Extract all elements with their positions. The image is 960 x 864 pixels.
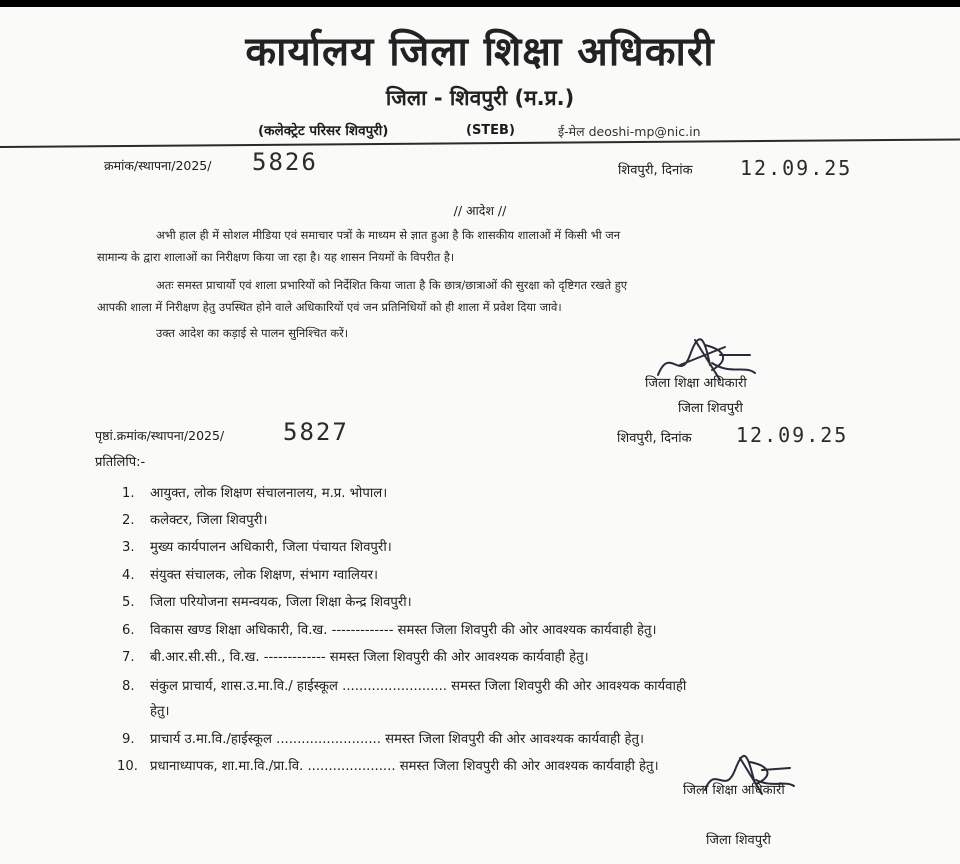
office-title: कार्यालय जिला शिक्षा अधिकारी [245, 29, 715, 75]
recipient-text: विकास खण्ड शिक्षा अधिकारी, वि.ख. ------------- समस्त जिला शिवपुरी की ओर आवश्यक कार्यवाही हेतु। [150, 623, 657, 638]
signatory-district: जिला शिवपुरी [706, 833, 771, 848]
recipient-item [122, 537, 392, 555]
recipient-text: संयुक्त संचालक, लोक शिक्षण, संभाग ग्वालियर। [150, 568, 378, 583]
recipient-text: जिला परियोजना समन्वयक, जिला शिक्षा केन्द्र शिवपुरी। [150, 595, 412, 610]
order-paragraph-line: उक्त आदेश का कड़ाई से पालन सुनिश्चित करें। [156, 326, 349, 340]
recipient-text: मुख्य कार्यपालन अधिकारी, जिला पंचायत शिवपुरी। [150, 540, 392, 555]
recipient-item-continuation [150, 701, 170, 719]
recipient-number: 3. [122, 540, 135, 555]
recipient-text: कलेक्टर, जिला शिवपुरी। [150, 513, 268, 528]
recipient-item [122, 592, 412, 610]
recipient-number: 10. [117, 759, 138, 774]
order-paragraph-line: आपकी शाला में निरीक्षण हेतु उपस्थित होने वाले अधिकारियों एवं जन प्रतिनिधियों को ही शाला में प्रवेश दिया जावे। [97, 300, 562, 314]
endorsement-number-label: पृष्ठां.क्रमांक/स्थापना/2025/ [95, 428, 225, 443]
order-paragraph-line: अभी हाल ही में सोशल मीडिया एवं समाचार पत्रों के माध्यम से ज्ञात हुआ है कि शासकीय शालाओं में किसी भी जन [156, 228, 621, 242]
recipient-number: 1. [122, 486, 135, 501]
recipient-number: 5. [122, 595, 135, 610]
recipient-item [117, 756, 659, 774]
recipient-item [122, 647, 589, 665]
recipient-text: प्राचार्य उ.मा.वि./हाईस्कूल ......................... समस्त जिला शिवपुरी की ओर आवश्यक कार्यवाही हेतु। [150, 732, 644, 747]
order-place-date-label: शिवपुरी, दिनांक [618, 163, 693, 178]
recipient-number: 6. [122, 623, 135, 638]
office-address: (कलेक्ट्रेट परिसर शिवपुरी) [258, 123, 389, 139]
order-heading: // आदेश // [453, 203, 507, 218]
order-date-handwritten: 12.09.25 [740, 156, 853, 180]
steb-code: (STEB) [466, 123, 515, 138]
recipient-number: 7. [122, 650, 135, 665]
order-paragraph-line: सामान्य के द्वारा शालाओं का निरीक्षण किया जा रहा है। यह शासन नियमों के विपरीत है। [97, 250, 455, 264]
email-line: ई-मेल deoshi-mp@nic.in [558, 124, 701, 139]
recipient-item [122, 676, 686, 694]
recipient-item [122, 510, 267, 528]
order-number-label: क्रमांक/स्थापना/2025/ [104, 158, 212, 173]
district-line: जिला - शिवपुरी (म.प्र.) [385, 86, 575, 110]
order-paragraph-line: अतः समस्त प्राचार्यो एवं शाला प्रभारियों को निर्देशित किया जाता है कि छात्र/छात्राओं की सुरक्षा को दृष्टिगत रखते हुए [156, 278, 628, 292]
recipient-text: प्रधानाध्यापक, शा.मा.वि./प्रा.वि. ..................... समस्त जिला शिवपुरी की ओर आवश्यक कार्यवाही हेतु। [150, 759, 659, 774]
signatory-title: जिला शिक्षा अधिकारी [645, 376, 747, 391]
recipient-text: संकुल प्राचार्य, शास.उ.मा.वि./ हाईस्कूल ......................... समस्त जिला शिवपुरी की ओर आवश्यक कार्यवाही [150, 679, 687, 694]
endorsement-date-handwritten: 12.09.25 [736, 423, 849, 447]
copy-to-label: प्रतिलिपि:- [95, 455, 146, 470]
recipient-number: 8. [122, 679, 135, 694]
recipient-item [122, 620, 657, 638]
recipient-item [122, 483, 387, 501]
recipient-text: बी.आर.सी.सी., वि.ख. ------------- समस्त जिला शिवपुरी की ओर आवश्यक कार्यवाही हेतु। [150, 650, 589, 665]
recipient-item [122, 729, 644, 747]
signatory-title: जिला शिक्षा अधिकारी [683, 783, 785, 798]
endorsement-number-handwritten: 5827 [283, 418, 349, 446]
recipient-text: आयुक्त, लोक शिक्षण संचालनालय, म.प्र. भोपाल। [150, 486, 388, 501]
top-border [0, 0, 960, 7]
signatory-district: जिला शिवपुरी [678, 401, 743, 416]
recipient-number: 9. [122, 732, 135, 747]
recipient-text: हेतु। [150, 704, 170, 719]
recipient-number: 4. [122, 568, 135, 583]
endorsement-place-date-label: शिवपुरी, दिनांक [617, 431, 692, 446]
recipient-item [122, 565, 378, 583]
order-number-handwritten: 5826 [252, 148, 318, 176]
recipient-number: 2. [122, 513, 135, 528]
